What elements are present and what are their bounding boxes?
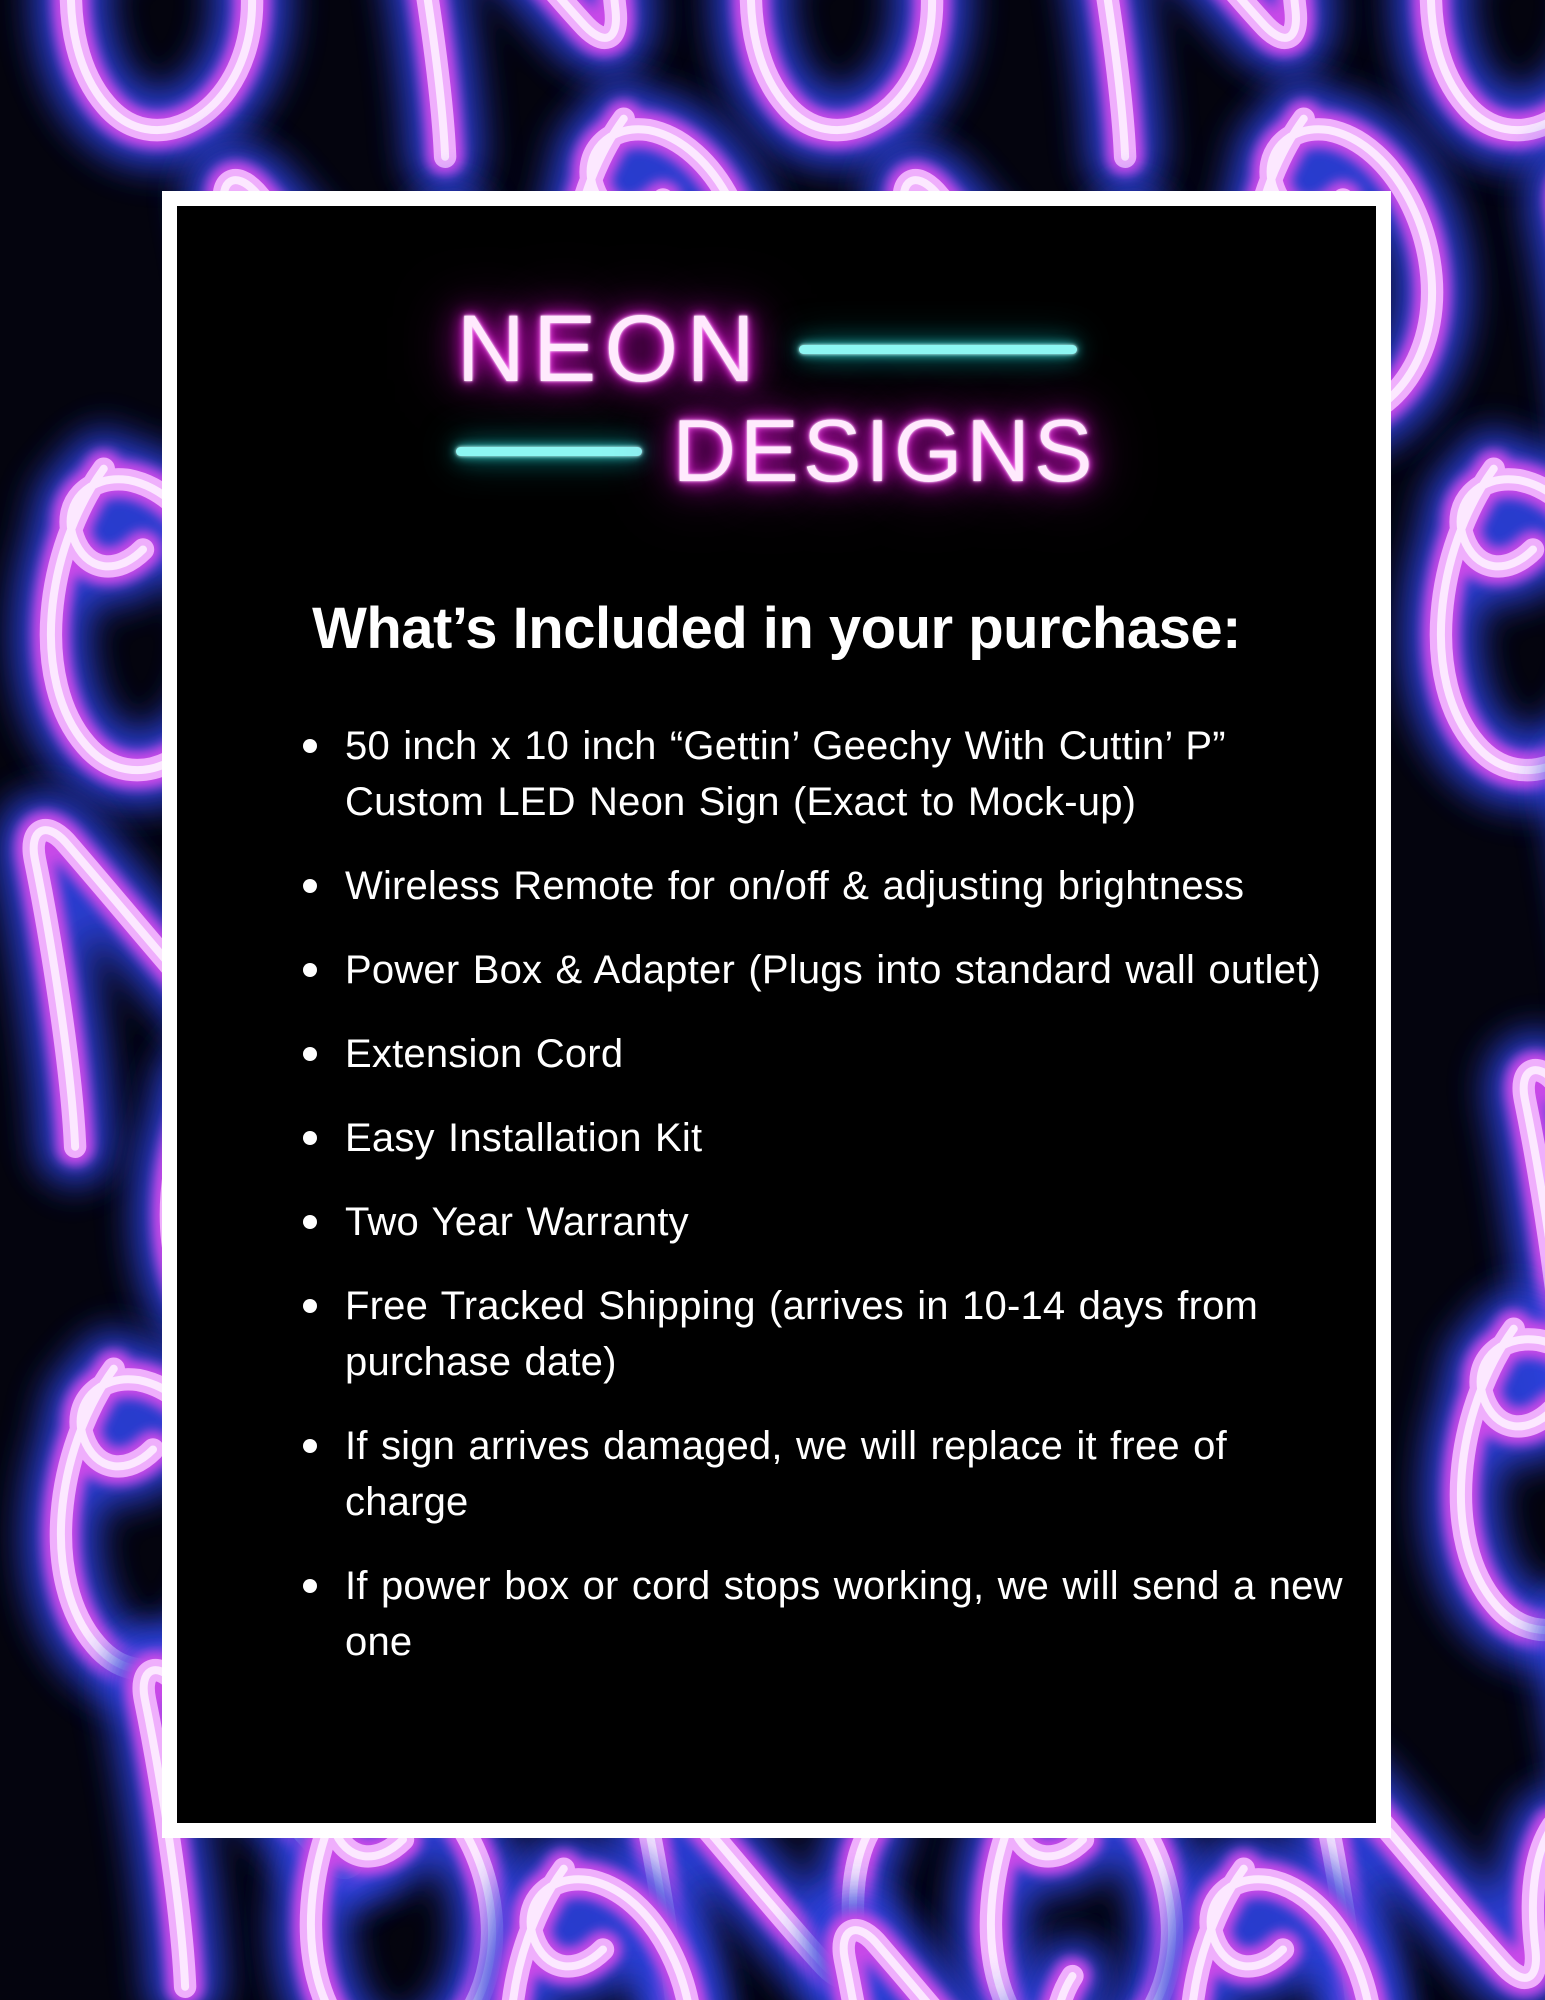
bullet-dot bbox=[303, 879, 317, 893]
list-item bbox=[303, 1558, 1376, 1670]
list-item-text: Power Box & Adapter (Plugs into standard wall outlet) bbox=[345, 947, 1321, 992]
list-item bbox=[303, 718, 1376, 830]
brand-name-line1: NEON bbox=[456, 296, 763, 402]
list-item-text: If sign arrives damaged, we will replace it free of charge bbox=[345, 1423, 1227, 1524]
list-item bbox=[303, 1418, 1376, 1530]
bullet-dot bbox=[303, 1215, 317, 1229]
brand-logo-row1 bbox=[456, 296, 1076, 402]
list-item-text: Wireless Remote for on/off & adjusting brightness bbox=[345, 863, 1245, 908]
bullet-dot bbox=[303, 1439, 317, 1453]
neon-divider-line-top bbox=[799, 345, 1077, 354]
list-item bbox=[303, 942, 1376, 998]
neon-divider-line-bottom bbox=[456, 447, 642, 456]
list-item bbox=[303, 1194, 1376, 1250]
list-item-text: Free Tracked Shipping (arrives in 10-14 days from purchase date) bbox=[345, 1283, 1259, 1384]
list-item-text: If power box or cord stops working, we will send a new one bbox=[345, 1563, 1343, 1664]
list-item-text: Two Year Warranty bbox=[345, 1199, 689, 1244]
list-item bbox=[303, 1278, 1376, 1390]
list-item-text: 50 inch x 10 inch “Gettin’ Geechy With Cuttin’ P” Custom LED Neon Sign (Exact to Mock-up) bbox=[345, 723, 1226, 824]
bullet-dot bbox=[303, 1579, 317, 1593]
brand-logo-row2 bbox=[456, 401, 1097, 500]
brand-name-line2: DESIGNS bbox=[672, 401, 1097, 500]
bullet-dot bbox=[303, 739, 317, 753]
included-items-list bbox=[177, 718, 1376, 1670]
list-item bbox=[303, 1110, 1376, 1166]
brand-logo bbox=[456, 296, 1097, 500]
page-title: What’s Included in your purchase: bbox=[312, 596, 1241, 661]
bullet-dot bbox=[303, 1047, 317, 1061]
bullet-dot bbox=[303, 963, 317, 977]
list-item bbox=[303, 858, 1376, 914]
list-item-text: Extension Cord bbox=[345, 1031, 624, 1076]
list-item-text: Easy Installation Kit bbox=[345, 1115, 703, 1160]
bullet-dot bbox=[303, 1131, 317, 1145]
list-item bbox=[303, 1026, 1376, 1082]
info-card bbox=[162, 191, 1391, 1838]
bullet-dot bbox=[303, 1299, 317, 1313]
